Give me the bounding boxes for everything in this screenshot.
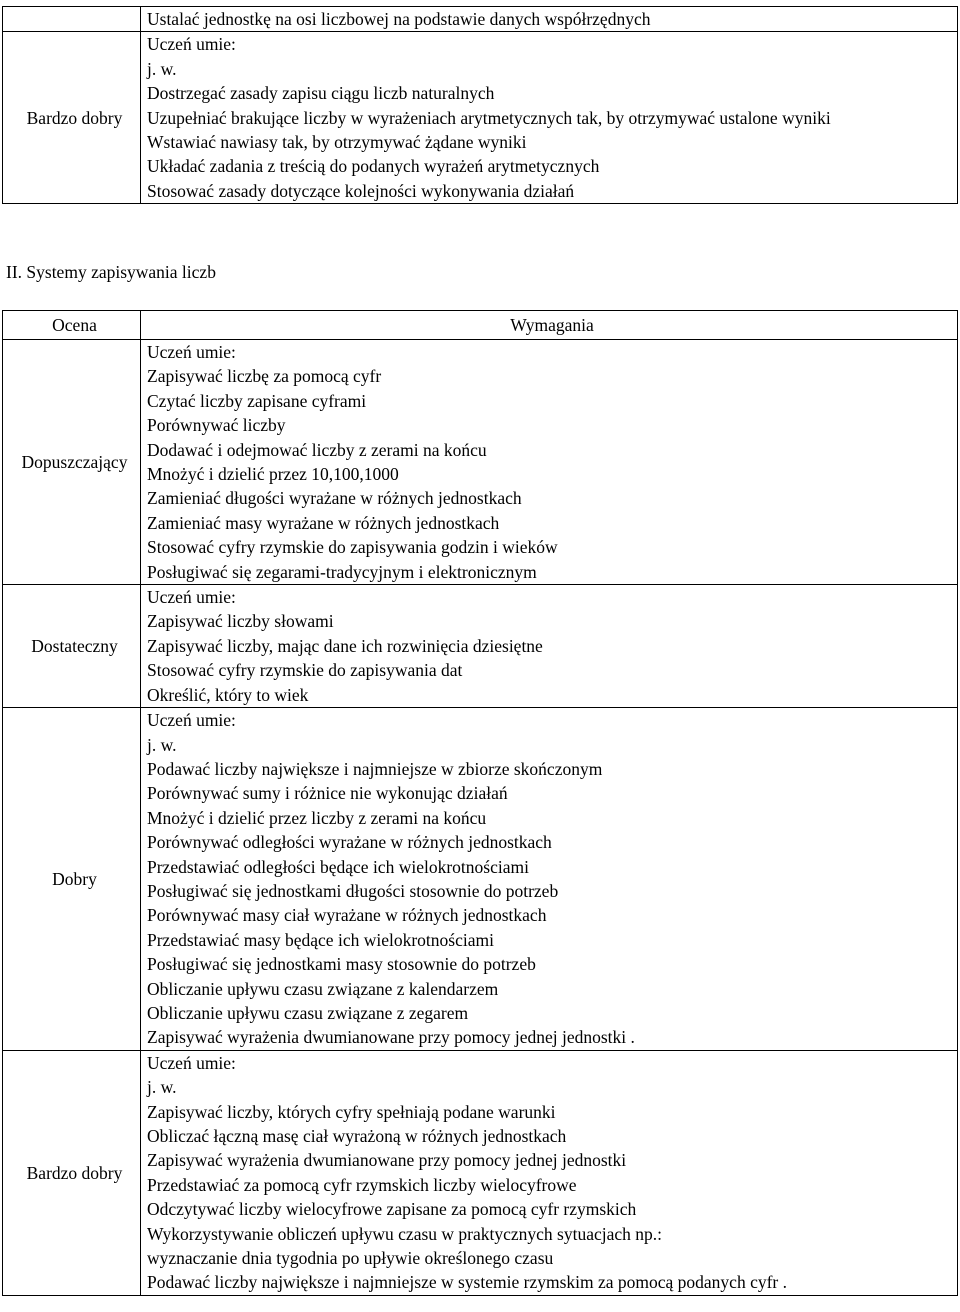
table-header-row [3,311,958,340]
requirement-line: Wykorzystywanie obliczeń upływu czasu w praktycznych sytuacjach np.: [147,1223,663,1244]
requirement-line: Porównywać sumy i różnice nie wykonując działań [147,783,508,804]
requirement-line: Dostrzegać zasady zapisu ciągu liczb naturalnych [147,83,495,104]
requirement-line: Obliczać łączną masę ciał wyrażoną w różnych jednostkach [147,1126,567,1146]
requirements-cell [141,708,958,1051]
requirement-line: Odczytywać liczby wielocyfrowe zapisane za pomocą cyfr rzymskich [147,1199,637,1220]
requirement-line: Zamieniać długości wyrażane w różnych jednostkach [147,488,522,509]
requirement-line: Posługiwać się jednostkami długości stosownie do potrzeb [147,880,559,901]
requirement-line: Zapisywać wyrażenia dwumianowane przy pomocy jednej jednostki [147,1150,627,1171]
requirements-cell [141,585,958,708]
grade-cell: Bardzo dobry [3,1050,141,1295]
requirement-line: Ustalać jednostkę na osi liczbowej na podstawie danych współrzędnych [147,9,651,29]
requirements-cell [141,340,958,585]
requirement-line: Uczeń umie: [147,1052,236,1073]
requirement-line: j. w. [147,1077,177,1098]
grade-cell: Bardzo dobry [3,32,141,204]
requirement-line: Zamieniać masy wyrażane w różnych jednostkach [147,512,500,533]
requirement-line: Mnożyć i dzielić przez liczby z zerami na końcu [147,807,487,828]
requirement-line: Uzupełniać brakujące liczby w wyrażeniach arytmetycznych tak, by otrzymywać ustalone wyniki [147,107,831,128]
requirement-line: Dodawać i odejmować liczby z zerami na końcu [147,439,487,460]
requirements-cell [141,1050,958,1295]
grade-cell: Dopuszczający [3,340,141,585]
requirements-table [2,310,958,1296]
requirement-line: Podawać liczby największe i najmniejsze w zbiorze skończonym [147,758,603,779]
requirement-line: Obliczanie upływu czasu związane z zegarem [147,1002,469,1023]
requirement-line: Przedstawiać masy będące ich wielokrotnościami [147,929,494,950]
requirement-line: Stosować cyfry rzymskie do zapisywania dat [147,660,463,681]
requirement-line: Uczeń umie: [147,710,236,731]
grade-cell: Dobry [3,708,141,1051]
table-row [3,340,958,585]
requirement-line: Zapisywać wyrażenia dwumianowane przy pomocy jednej jednostki . [147,1027,635,1048]
requirement-line: Obliczanie upływu czasu związane z kalendarzem [147,978,499,999]
requirement-line: Zapisywać liczby, mając dane ich rozwinięcia dziesiętne [147,635,543,656]
grade-cell: Dostateczny [3,585,141,708]
section-title: II. Systemy zapisywania liczb [6,262,216,282]
requirement-line: Wstawiać nawiasy tak, by otrzymywać żądane wyniki [147,132,527,153]
requirements-table-continued [2,6,958,204]
requirement-line: Porównywać liczby [147,415,286,436]
requirement-line: Podawać liczby największe i najmniejsze w systemie rzymskim za pomocą podanych cyfr . [147,1272,787,1293]
requirement-line: Przedstawiać za pomocą cyfr rzymskich liczby wielocyfrowe [147,1174,577,1195]
table-row [3,585,958,708]
table-body [3,340,958,1296]
requirement-line: wyznaczanie dnia tygodnia po upływie określonego czasu [147,1248,554,1269]
requirement-line: Układać zadania z treścią do podanych wyrażeń arytmetycznych [147,156,600,177]
requirement-line: Mnożyć i dzielić przez 10,100,1000 [147,464,399,485]
requirement-line: Czytać liczby zapisane cyframi [147,390,367,411]
grade-cell-empty [3,7,141,32]
requirement-line: Posługiwać się jednostkami masy stosownie do potrzeb [147,954,536,975]
requirement-line: Zapisywać liczby słowami [147,611,334,632]
requirement-line: Posługiwać się zegarami-tradycyjnym i elektronicznym [147,561,537,582]
table-row [3,1050,958,1295]
requirement-line: Zapisywać liczbę za pomocą cyfr [147,366,382,387]
requirement-line: Uczeń umie: [147,587,236,608]
requirement-line: Określić, który to wiek [147,684,309,705]
requirement-line: Uczeń umie: [147,34,236,55]
requirements-cell [141,32,958,204]
table-row [3,708,958,1051]
header-grade: Ocena [3,311,141,340]
requirement-line: Stosować cyfry rzymskie do zapisywania godzin i wieków [147,537,558,558]
requirement-line: Porównywać masy ciał wyrażane w różnych jednostkach [147,905,547,926]
header-requirements: Wymagania [141,311,958,340]
requirement-line: Porównywać odległości wyrażane w różnych jednostkach [147,832,552,853]
table-row [3,32,958,204]
requirement-line: j. w. [147,58,177,79]
requirement-line: Przedstawiać odległości będące ich wielokrotnościami [147,856,529,877]
requirements-cell [141,7,958,32]
table-row [3,7,958,32]
requirement-line: Stosować zasady dotyczące kolejności wykonywania działań [147,180,575,201]
requirement-line: Zapisywać liczby, których cyfry spełniają podane warunki [147,1101,556,1122]
requirement-line: Uczeń umie: [147,342,236,362]
requirement-line: j. w. [147,734,177,755]
